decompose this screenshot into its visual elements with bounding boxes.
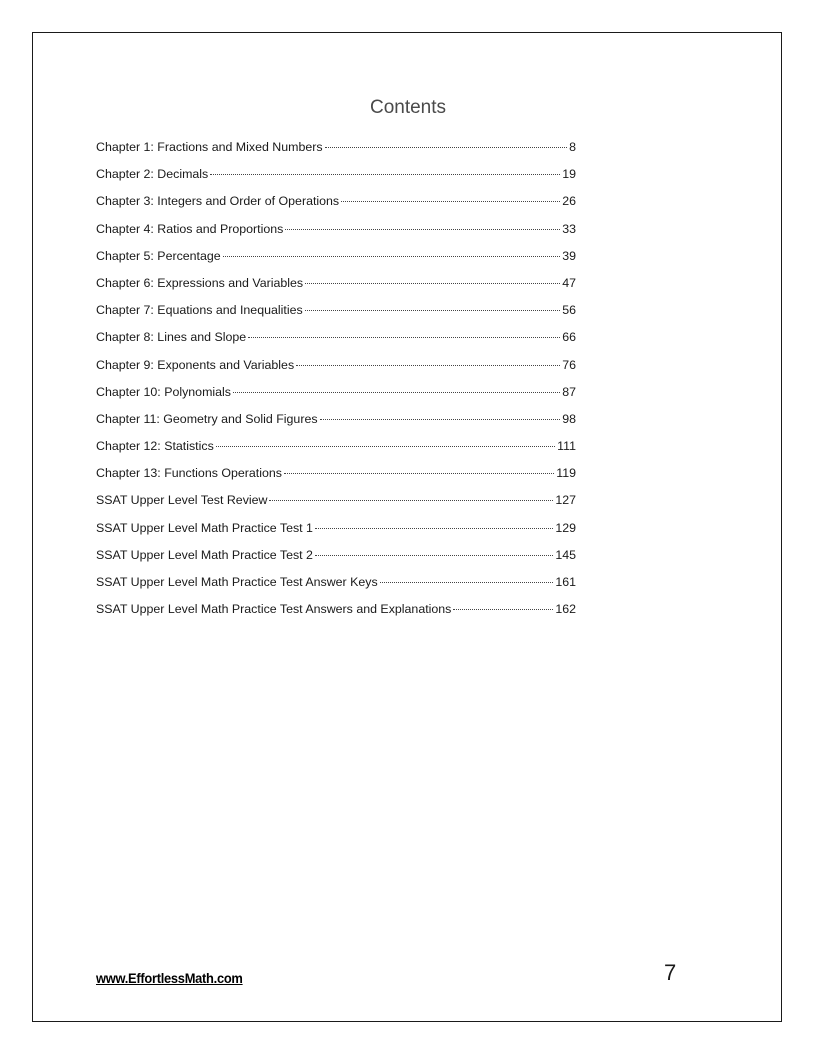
- toc-entry-label: Chapter 6: Expressions and Variables: [96, 275, 304, 290]
- toc-entry-page: 8: [569, 140, 576, 154]
- toc-dot-leader: [285, 228, 560, 230]
- toc-dot-leader: [296, 364, 560, 366]
- toc-dot-leader: [284, 472, 554, 474]
- toc-entry-label: Chapter 4: Ratios and Proportions: [96, 221, 284, 236]
- toc-entry-page: 162: [555, 602, 576, 617]
- toc-entry-label: Chapter 13: Functions Operations: [96, 466, 282, 481]
- toc-entry-label: Chapter 10: Polynomials: [96, 384, 231, 399]
- toc-entry-page: 56: [562, 303, 576, 318]
- toc-entry[interactable]: [96, 435, 576, 462]
- toc-entry[interactable]: [96, 462, 576, 489]
- toc-entry-page: 19: [562, 167, 576, 182]
- toc-entry-label: SSAT Upper Level Test Review: [96, 493, 268, 508]
- toc-entry-label: Chapter 1: Fractions and Mixed Numbers: [96, 140, 323, 154]
- toc-entry[interactable]: [96, 354, 576, 381]
- toc-entry[interactable]: [96, 517, 576, 544]
- toc-entry-label: Chapter 2: Decimals: [96, 167, 209, 182]
- table-of-contents: [96, 136, 576, 625]
- toc-entry[interactable]: [96, 598, 576, 625]
- toc-entry[interactable]: [96, 190, 576, 217]
- toc-entry-label: Chapter 5: Percentage: [96, 248, 221, 263]
- toc-entry-label: Chapter 11: Geometry and Solid Figures: [96, 411, 318, 426]
- toc-entry-page: 98: [562, 411, 576, 426]
- toc-dot-leader: [305, 309, 561, 311]
- toc-dot-leader: [341, 200, 560, 202]
- toc-entry-label: Chapter 12: Statistics: [96, 439, 214, 454]
- page-number: 7: [664, 960, 677, 985]
- toc-entry[interactable]: [96, 163, 576, 190]
- toc-entry-label: Chapter 8: Lines and Slope: [96, 330, 247, 345]
- toc-entry-page: 33: [562, 221, 576, 236]
- toc-dot-leader: [248, 336, 560, 338]
- toc-entry[interactable]: [96, 489, 576, 516]
- toc-dot-leader: [453, 608, 553, 610]
- toc-entry-label: SSAT Upper Level Math Practice Test Answers and Explanations: [96, 602, 452, 617]
- toc-entry-page: 119: [556, 466, 576, 481]
- toc-dot-leader: [216, 445, 555, 447]
- toc-entry-label: Chapter 9: Exponents and Variables: [96, 357, 295, 372]
- toc-dot-leader: [305, 282, 560, 284]
- toc-entry[interactable]: [96, 326, 576, 353]
- contents-title: Contents: [369, 97, 447, 118]
- toc-entry-label: Chapter 3: Integers and Order of Operations: [96, 194, 340, 209]
- toc-entry[interactable]: [96, 408, 576, 435]
- toc-entry-page: 87: [562, 384, 576, 399]
- toc-dot-leader: [223, 255, 561, 257]
- toc-entry[interactable]: [96, 299, 576, 326]
- toc-entry[interactable]: [96, 136, 576, 163]
- toc-dot-leader: [320, 418, 561, 420]
- toc-entry-page: 111: [557, 439, 576, 454]
- toc-entry-page: 161: [555, 575, 576, 589]
- toc-entry-page: 127: [555, 493, 576, 508]
- toc-entry-label: SSAT Upper Level Math Practice Test 2: [96, 547, 313, 562]
- toc-entry[interactable]: [96, 272, 576, 299]
- toc-entry[interactable]: [96, 245, 576, 272]
- toc-entry-label: SSAT Upper Level Math Practice Test Answer Keys: [96, 575, 378, 589]
- toc-dot-leader: [315, 527, 553, 529]
- toc-dot-leader: [233, 391, 560, 393]
- toc-entry[interactable]: [96, 544, 576, 571]
- toc-entry-page: 47: [562, 275, 576, 290]
- toc-entry[interactable]: [96, 381, 576, 408]
- toc-dot-leader: [325, 146, 568, 148]
- toc-entry-label: SSAT Upper Level Math Practice Test 1: [96, 520, 313, 535]
- toc-entry-page: 129: [555, 520, 576, 535]
- toc-dot-leader: [269, 499, 553, 501]
- toc-entry[interactable]: [96, 571, 576, 598]
- toc-entry-page: 26: [562, 194, 576, 209]
- toc-entry-page: 145: [555, 547, 576, 562]
- toc-entry[interactable]: [96, 218, 576, 245]
- toc-dot-leader: [315, 554, 553, 556]
- website-link[interactable]: www.EffortlessMath.com: [96, 970, 243, 986]
- toc-entry-page: 39: [562, 248, 576, 263]
- toc-entry-label: Chapter 7: Equations and Inequalities: [96, 303, 303, 318]
- toc-entry-page: 76: [562, 357, 576, 372]
- toc-dot-leader: [380, 581, 554, 583]
- toc-dot-leader: [210, 173, 560, 175]
- toc-entry-page: 66: [562, 330, 576, 345]
